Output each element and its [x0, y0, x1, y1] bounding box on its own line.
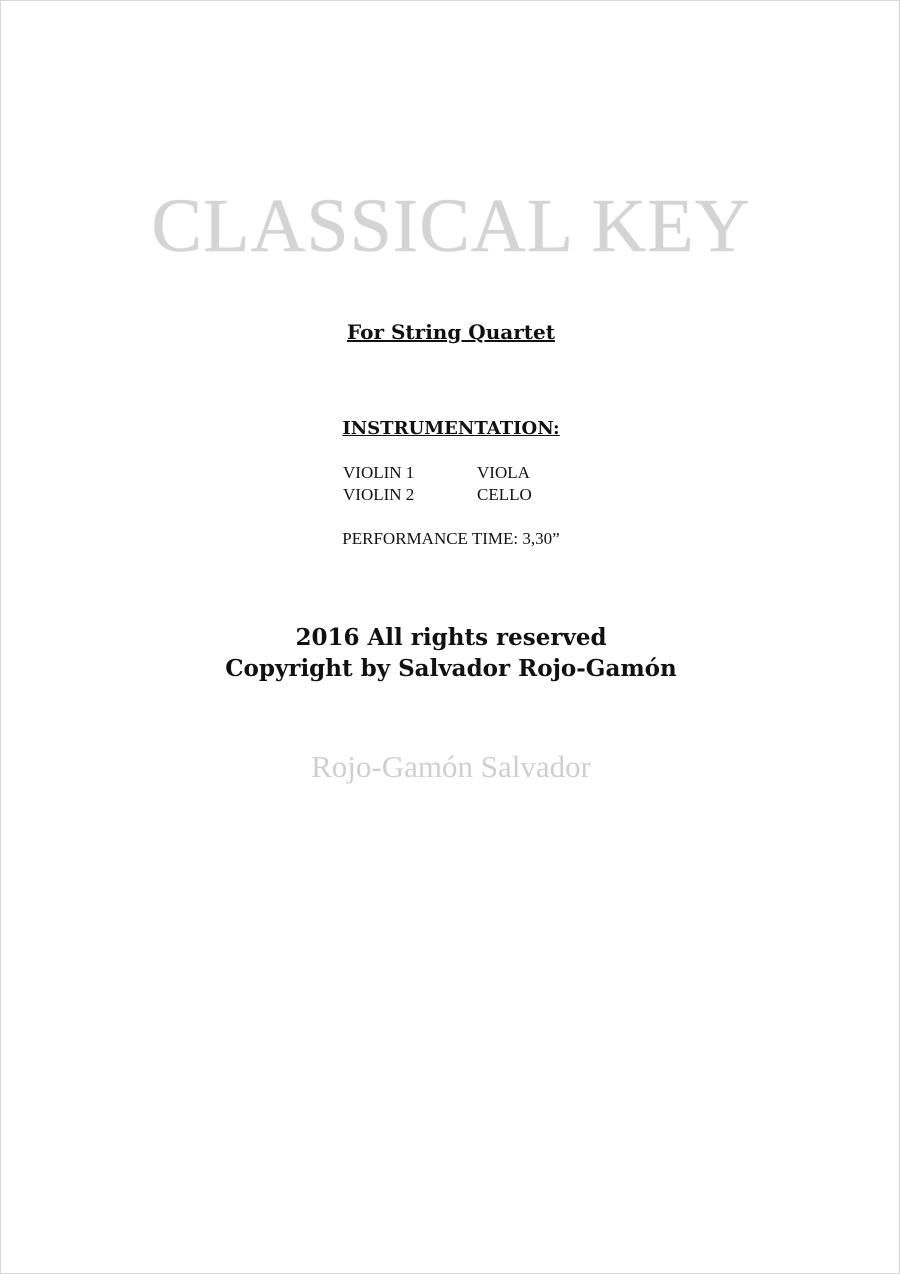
- copyright-year-line: 2016 All rights reserved: [295, 624, 607, 651]
- author-signature: Rojo-Gamón Salvador: [311, 749, 591, 784]
- instrument-violin-1: VIOLIN 1: [343, 463, 415, 482]
- page-title: CLASSICAL KEY: [151, 184, 751, 268]
- copyright-block: [1, 622, 900, 684]
- instrument-list: [343, 462, 597, 505]
- instrument-violin-2: VIOLIN 2: [343, 485, 415, 504]
- instrumentation-heading: INSTRUMENTATION:: [342, 418, 560, 439]
- instrument-cello: CELLO: [477, 485, 532, 504]
- copyright-author-line: Copyright by Salvador Rojo-Gamón: [225, 655, 677, 682]
- subtitle: For String Quartet: [347, 320, 555, 344]
- performance-time: PERFORMANCE TIME: 3,30”: [342, 529, 560, 548]
- instrument-viola: VIOLA: [477, 463, 530, 482]
